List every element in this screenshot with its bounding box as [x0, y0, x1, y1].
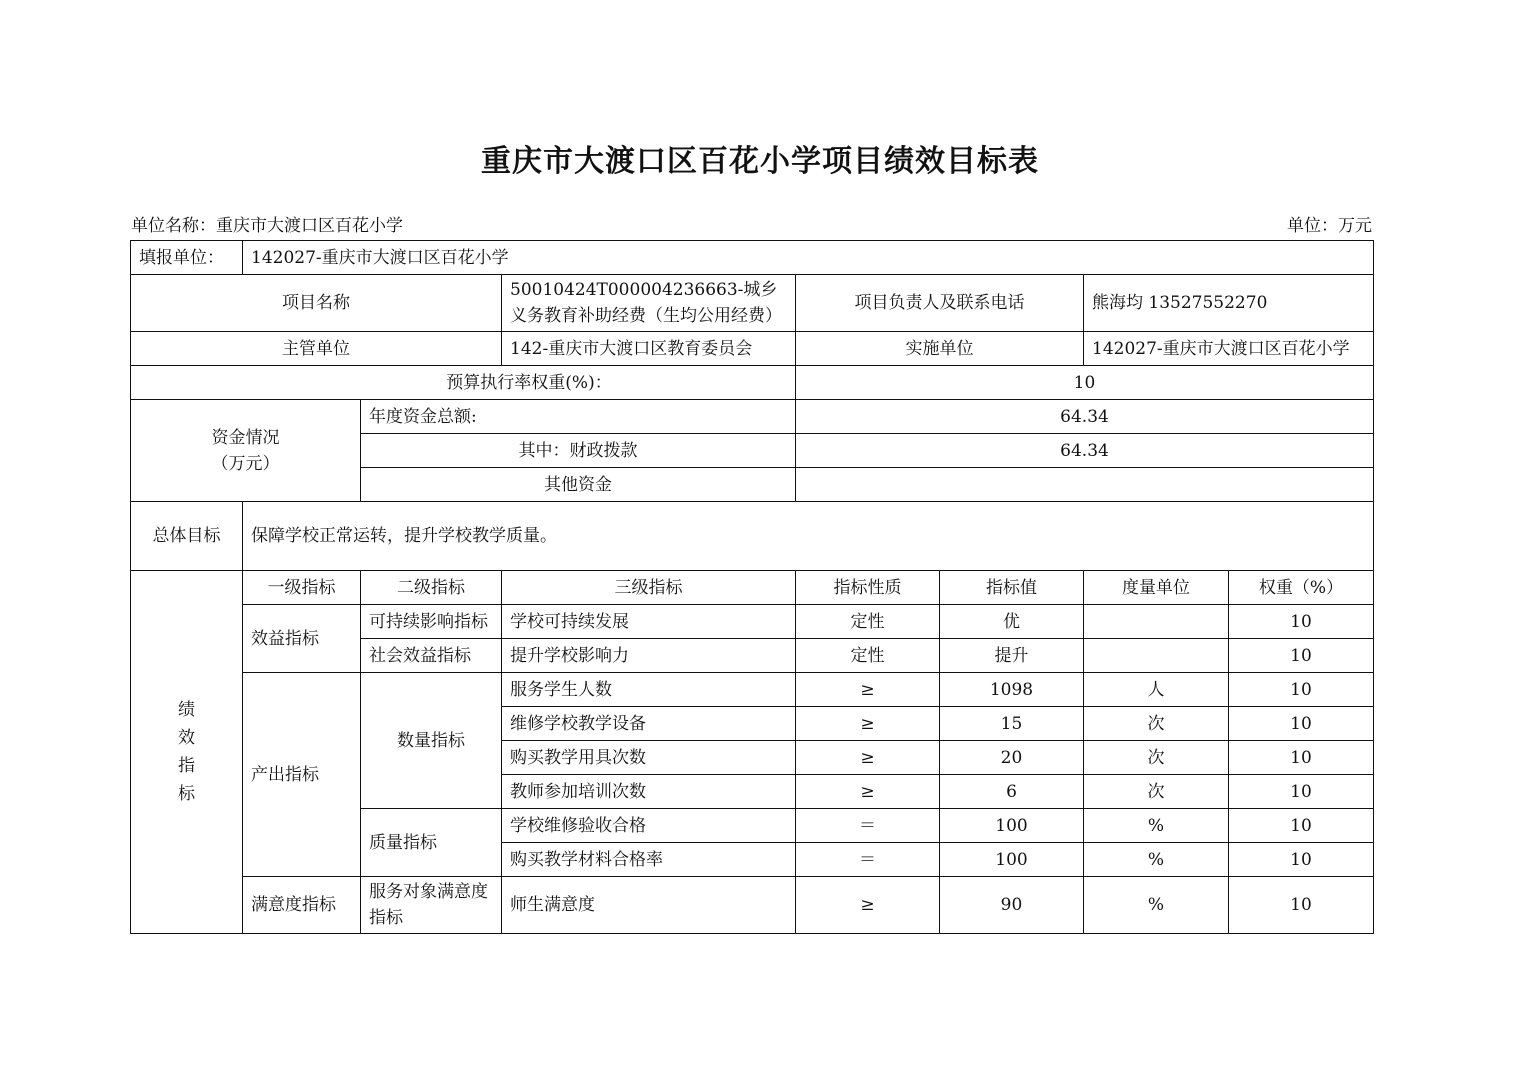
indicator-weight: 10 — [1229, 673, 1374, 707]
indicator-weight: 10 — [1229, 741, 1374, 775]
project-name-value: 50010424T000004236663-城乡义务教育补助经费（生均公用经费） — [502, 275, 796, 332]
perf-char: 指 — [178, 756, 195, 776]
indicator-unit — [1084, 605, 1229, 639]
level1-satisfaction: 满意度指标 — [243, 877, 361, 934]
indicator-weight: 10 — [1229, 843, 1374, 877]
level2-quantity: 数量指标 — [361, 673, 502, 809]
perf-char: 标 — [178, 784, 195, 804]
header-level3: 三级指标 — [502, 571, 796, 605]
indicator-nature: ＝ — [796, 809, 940, 843]
contact-label: 项目负责人及联系电话 — [796, 275, 1084, 332]
budget-weight-text: 预算执行率权重(%)： — [446, 372, 612, 393]
level1-output: 产出指标 — [243, 673, 361, 877]
indicator-unit: 次 — [1084, 741, 1229, 775]
contact-value: 熊海均 13527552270 — [1084, 275, 1374, 332]
indicator-weight: 10 — [1229, 639, 1374, 673]
other-funds-label: 其他资金 — [361, 468, 796, 502]
indicator-unit — [1084, 639, 1229, 673]
indicator-nature: ≥ — [796, 877, 940, 934]
performance-target-table — [130, 240, 1374, 934]
level2-sustain: 可持续影响指标 — [361, 605, 502, 639]
indicator-nature: ≥ — [796, 673, 940, 707]
indicator-value: 优 — [940, 605, 1084, 639]
project-name-label: 项目名称 — [131, 275, 502, 332]
indicator-weight: 10 — [1229, 775, 1374, 809]
indicator-name: 购买教学材料合格率 — [502, 843, 796, 877]
funds-label — [131, 400, 361, 502]
level2-service-satisfaction: 服务对象满意度指标 — [361, 877, 502, 934]
performance-indicators-label — [131, 571, 243, 934]
implementer-label: 实施单位 — [796, 332, 1084, 366]
level1-benefit: 效益指标 — [243, 605, 361, 673]
other-funds-value — [796, 468, 1374, 502]
indicator-nature: 定性 — [796, 639, 940, 673]
indicator-nature: ≥ — [796, 741, 940, 775]
table-row — [131, 673, 1374, 707]
annual-total-value: 64.34 — [796, 400, 1374, 434]
indicator-name: 购买教学用具次数 — [502, 741, 796, 775]
indicator-nature: 定性 — [796, 605, 940, 639]
unit-name: 单位名称：重庆市大渡口区百花小学 — [131, 216, 403, 236]
fiscal-value: 64.34 — [796, 434, 1374, 468]
level2-social: 社会效益指标 — [361, 639, 502, 673]
indicator-value: 90 — [940, 877, 1084, 934]
indicator-name: 服务学生人数 — [502, 673, 796, 707]
header-unit: 度量单位 — [1084, 571, 1229, 605]
overall-goal-label: 总体目标 — [131, 502, 243, 571]
indicator-unit: 次 — [1084, 775, 1229, 809]
indicator-unit: % — [1084, 843, 1229, 877]
table-row — [131, 877, 1374, 934]
indicator-name: 学校维修验收合格 — [502, 809, 796, 843]
table-row — [131, 605, 1374, 639]
header-weight: 权重（%） — [1229, 571, 1374, 605]
indicator-value: 20 — [940, 741, 1084, 775]
budget-weight-label — [131, 366, 796, 400]
indicator-name: 学校可持续发展 — [502, 605, 796, 639]
document-title: 重庆市大渡口区百花小学项目绩效目标表 — [481, 144, 1039, 179]
supervisor-label: 主管单位 — [131, 332, 502, 366]
indicator-value: 100 — [940, 843, 1084, 877]
indicator-nature: ≥ — [796, 707, 940, 741]
fiscal-label: 其中：财政拨款 — [361, 434, 796, 468]
header-level1: 一级指标 — [243, 571, 361, 605]
indicator-weight: 10 — [1229, 707, 1374, 741]
indicator-unit: % — [1084, 809, 1229, 843]
indicator-weight: 10 — [1229, 877, 1374, 934]
perf-char: 效 — [178, 728, 195, 748]
overall-goal-value: 保障学校正常运转，提升学校教学质量。 — [243, 502, 1374, 571]
funds-label-line2: （万元） — [211, 453, 280, 474]
indicator-name: 提升学校影响力 — [502, 639, 796, 673]
indicator-value: 100 — [940, 809, 1084, 843]
indicator-nature: ＝ — [796, 843, 940, 877]
reporter-label: 填报单位： — [131, 241, 243, 275]
indicator-unit: 人 — [1084, 673, 1229, 707]
header-value: 指标值 — [940, 571, 1084, 605]
indicator-value: 6 — [940, 775, 1084, 809]
indicator-value: 1098 — [940, 673, 1084, 707]
annual-total-label: 年度资金总额: — [361, 400, 796, 434]
header-level2: 二级指标 — [361, 571, 502, 605]
supervisor-value: 142-重庆市大渡口区教育委员会 — [502, 332, 796, 366]
indicator-unit: 次 — [1084, 707, 1229, 741]
header-nature: 指标性质 — [796, 571, 940, 605]
indicator-name: 教师参加培训次数 — [502, 775, 796, 809]
perf-char: 绩 — [178, 700, 195, 720]
budget-weight-value: 10 — [796, 366, 1374, 400]
indicator-value: 15 — [940, 707, 1084, 741]
funds-label-line1: 资金情况 — [211, 427, 280, 448]
currency-unit: 单位：万元 — [1287, 216, 1372, 236]
indicator-weight: 10 — [1229, 809, 1374, 843]
indicator-nature: ≥ — [796, 775, 940, 809]
reporter-value: 142027-重庆市大渡口区百花小学 — [243, 241, 1374, 275]
implementer-value: 142027-重庆市大渡口区百花小学 — [1084, 332, 1374, 366]
indicator-weight: 10 — [1229, 605, 1374, 639]
indicator-name: 维修学校教学设备 — [502, 707, 796, 741]
indicator-unit: % — [1084, 877, 1229, 934]
indicator-value: 提升 — [940, 639, 1084, 673]
level2-quality: 质量指标 — [361, 809, 502, 877]
indicator-name: 师生满意度 — [502, 877, 796, 934]
